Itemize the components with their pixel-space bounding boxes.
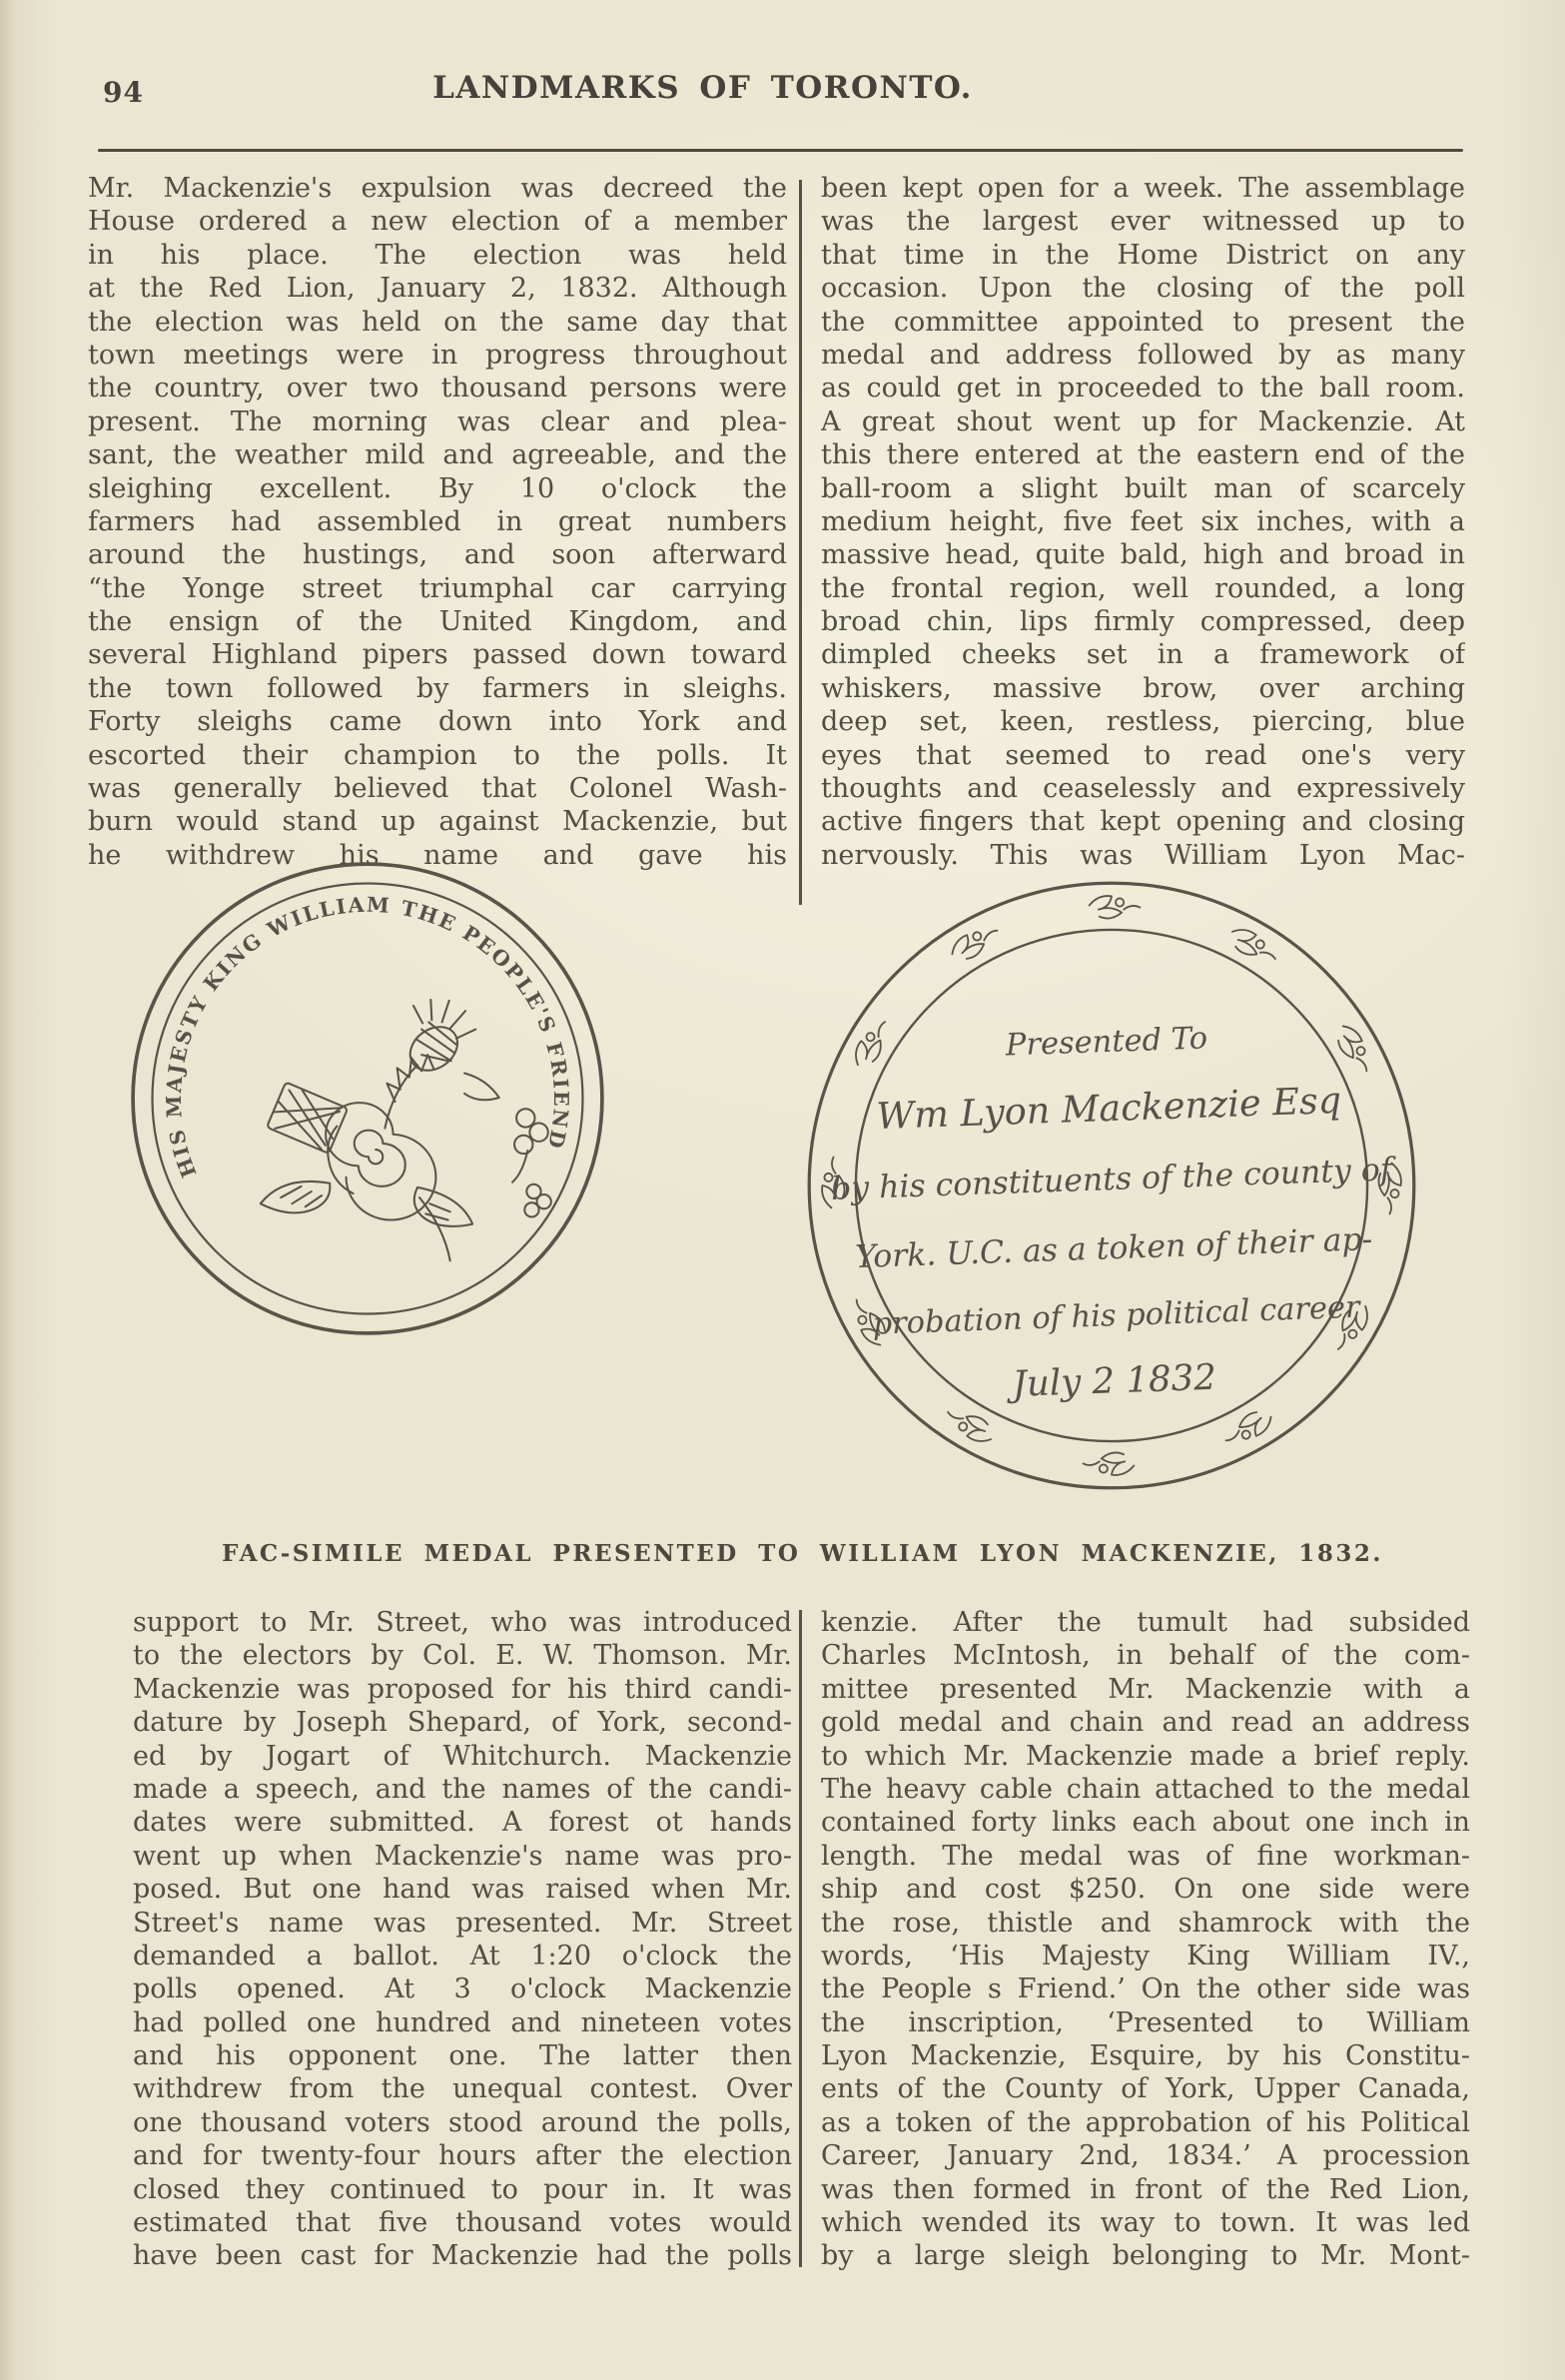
text-line: closed they continued to pour in. It was <box>133 2173 792 2205</box>
text-line: and his opponent one. The latter then <box>133 2040 792 2072</box>
text-line: this there entered at the eastern end of the <box>821 439 1465 471</box>
inscription-line: probation of his political career <box>872 1289 1361 1342</box>
text-line: Mr. Mackenzie's expulsion was decreed the <box>88 173 787 204</box>
text-line: kenzie. After the tumult had subsided <box>821 1607 1470 1638</box>
text-line: burn would stand up against Mackenzie, but <box>88 806 787 838</box>
inscription-line: Wm Lyon Mackenzie Esq <box>875 1078 1342 1139</box>
text-line: the committee appointed to present the <box>821 306 1465 338</box>
medal-obverse-illustration <box>128 859 607 1338</box>
thistle-icon <box>385 1000 498 1129</box>
floral-engraving <box>261 1000 551 1260</box>
text-line: went up when Mackenzie's name was pro- <box>133 1840 792 1872</box>
text-line: the election was held on the same day that <box>88 306 787 338</box>
text-line: Mackenzie was proposed for his third candi- <box>133 1673 792 1705</box>
text-line: and for twenty-four hours after the election <box>133 2140 792 2172</box>
text-line: gold medal and chain and read an address <box>821 1707 1470 1739</box>
page-title: LANDMARKS OF TORONTO. <box>432 70 973 106</box>
text-line: the ensign of the United Kingdom, and <box>88 606 787 638</box>
text-line: Forty sleighs came down into York and <box>88 706 787 738</box>
text-line: medal and address followed by as many <box>821 339 1465 371</box>
bottom-left-column <box>133 1606 792 2273</box>
text-line: present. The morning was clear and plea- <box>88 405 787 437</box>
text-line: sleighing excellent. By 10 o'clock the <box>88 472 787 504</box>
text-line: whiskers, massive brow, over arching <box>821 672 1465 704</box>
text-line: was generally believed that Colonel Wash- <box>88 773 787 805</box>
text-line: eyes that seemed to read one's very <box>821 739 1465 771</box>
text-line: that time in the Home District on any <box>821 239 1465 271</box>
text-line: farmers had assembled in great numbers <box>88 505 787 537</box>
text-line: deep set, keen, restless, piercing, blue <box>821 706 1465 738</box>
inscription-line: Presented To <box>1005 1021 1208 1064</box>
text-line: to the electors by Col. E. W. Thomson. Mr. <box>133 1640 792 1672</box>
bottom-right-column <box>821 1606 1470 2273</box>
text-line: one thousand voters stood around the polls, <box>133 2106 792 2138</box>
text-line: the frontal region, well rounded, a long <box>821 572 1465 604</box>
header-rule <box>98 149 1463 152</box>
text-line: ball-room a slight built man of scarcely <box>821 472 1465 504</box>
text-line: occasion. Upon the closing of the poll <box>821 273 1465 305</box>
text-line: town meetings were in progress throughout <box>88 339 787 371</box>
text-line: A great shout went up for Mackenzie. At <box>821 405 1465 437</box>
text-line: several Highland pipers passed down toward <box>88 639 787 671</box>
text-line: words, ‘His Majesty King William IV., <box>821 1940 1470 1972</box>
page-number: 94 <box>103 76 144 109</box>
text-line: House ordered a new election of a member <box>88 206 787 238</box>
top-right-column <box>821 172 1465 872</box>
text-line: thoughts and ceaselessly and expressively <box>821 773 1465 805</box>
text-line: contained forty links each about one inch in <box>821 1807 1470 1839</box>
text-line: was the largest ever witnessed up to <box>821 206 1465 238</box>
medal-reverse-illustration <box>797 871 1426 1500</box>
text-line: demanded a ballot. At 1:20 o'clock the <box>133 1940 792 1972</box>
text-line: escorted their champion to the polls. It <box>88 739 787 771</box>
text-line: “the Yonge street triumphal car carrying <box>88 572 787 604</box>
text-line: massive head, quite bald, high and broad in <box>821 539 1465 571</box>
text-line: mittee presented Mr. Mackenzie with a <box>821 1673 1470 1705</box>
text-line: dimpled cheeks set in a framework of <box>821 639 1465 671</box>
text-line: he withdrew his name and gave his <box>88 839 787 871</box>
text-line: to which Mr. Mackenzie made a brief reply. <box>821 1740 1470 1772</box>
column-divider-bottom <box>799 1610 802 2267</box>
text-line: nervously. This was William Lyon Mac- <box>821 839 1465 871</box>
inscription-line: York. U.C. as a token of their ap- <box>854 1221 1373 1276</box>
text-line: ed by Jogart of Whitchurch. Mackenzie <box>133 1740 792 1772</box>
column-divider-top <box>799 180 802 905</box>
leaf-sprays <box>261 1182 472 1260</box>
text-line: Career, January 2nd, 1834.’ A procession <box>821 2140 1470 2172</box>
text-line: was then formed in front of the Red Lion, <box>821 2173 1470 2205</box>
text-line: been kept open for a week. The assemblage <box>821 173 1465 204</box>
text-line: ship and cost $250. On one side were <box>821 1874 1470 1906</box>
text-line: at the Red Lion, January 2, 1832. Although <box>88 273 787 305</box>
text-line: the rose, thistle and shamrock with the <box>821 1907 1470 1939</box>
text-line: polls opened. At 3 o'clock Mackenzie <box>133 1974 792 2005</box>
text-line: the inscription, ‘Presented to William <box>821 2006 1470 2038</box>
tartan-ribbon <box>267 1082 348 1153</box>
text-line: made a speech, and the names of the candi- <box>133 1773 792 1805</box>
text-line: broad chin, lips firmly compressed, deep <box>821 606 1465 638</box>
text-line: Street's name was presented. Mr. Street <box>133 1907 792 1939</box>
medal-inscription <box>826 1015 1405 1411</box>
text-line: the country, over two thousand persons were <box>88 373 787 404</box>
inscription-line: July 2 1832 <box>1011 1356 1217 1405</box>
text-line: the town followed by farmers in sleighs. <box>88 672 787 704</box>
text-line: as a token of the approbation of his Political <box>821 2106 1470 2138</box>
text-line: The heavy cable chain attached to the medal <box>821 1773 1470 1805</box>
inscription-line: by his constituents of the county of <box>830 1152 1393 1207</box>
text-line: around the hustings, and soon afterward <box>88 539 787 571</box>
medal-inner-ring <box>153 884 583 1314</box>
text-line: Lyon Mackenzie, Esquire, by his Constitu- <box>821 2040 1470 2072</box>
text-line: medium height, five feet six inches, with a <box>821 505 1465 537</box>
medal-rim-text: HIS MAJESTY KING WILLIAM THE PEOPLE'S FRIEND <box>161 892 573 1182</box>
text-line: sant, the weather mild and agreeable, and the <box>88 439 787 471</box>
text-line: as could get in proceeded to the ball room. <box>821 373 1465 404</box>
text-line: posed. But one hand was raised when Mr. <box>133 1874 792 1906</box>
text-line: active fingers that kept opening and closing <box>821 806 1465 838</box>
figure-caption: FAC-SIMILE MEDAL PRESENTED TO WILLIAM LYON MACKENZIE, 1832. <box>222 1540 1383 1567</box>
text-line: which wended its way to town. It was led <box>821 2207 1470 2239</box>
text-line: length. The medal was of fine workman- <box>821 1840 1470 1872</box>
text-line: Charles McIntosh, in behalf of the com- <box>821 1640 1470 1672</box>
medal-outer-ring <box>133 864 602 1333</box>
text-line: support to Mr. Street, who was introduced <box>133 1607 792 1638</box>
shamrock-icon <box>512 1109 551 1216</box>
top-left-column <box>88 172 787 872</box>
text-line: by a large sleigh belonging to Mr. Mont- <box>821 2240 1470 2272</box>
text-line: had polled one hundred and nineteen votes <box>133 2006 792 2038</box>
text-line: dature by Joseph Shepard, of York, second- <box>133 1707 792 1739</box>
text-line: dates were submitted. A forest ot hands <box>133 1807 792 1839</box>
text-line: have been cast for Mackenzie had the polls <box>133 2240 792 2272</box>
text-line: estimated that five thousand votes would <box>133 2207 792 2239</box>
text-line: withdrew from the unequal contest. Over <box>133 2073 792 2105</box>
text-line: the People s Friend.’ On the other side was <box>821 1974 1470 2005</box>
text-line: ents of the County of York, Upper Canada, <box>821 2073 1470 2105</box>
text-line: in his place. The election was held <box>88 239 787 271</box>
